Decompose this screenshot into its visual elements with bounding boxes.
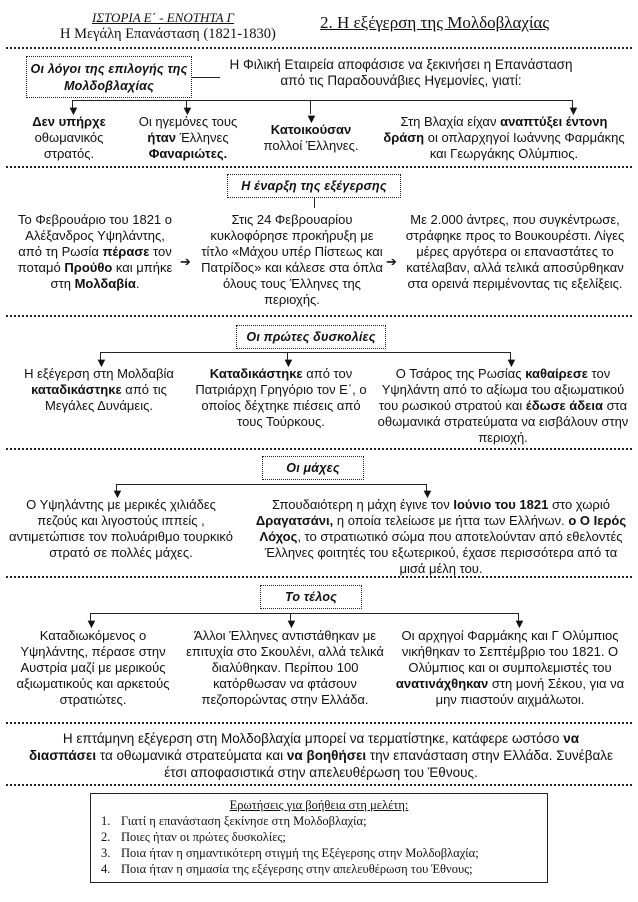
page-title: 2. Η εξέγερση της Μολδοβλαχίας bbox=[320, 13, 550, 32]
bold-text: Ιούνιο του 1821 bbox=[453, 497, 549, 512]
bold-text: έδωσε άδεια bbox=[525, 398, 603, 413]
text: Η εξέγερση στη Μολδαβία bbox=[24, 366, 174, 381]
subject-label: ΙΣΤΟΡΙΑ Ε΄ - ΕΝΟΤΗΤΑ Γ bbox=[92, 10, 234, 25]
connector-line bbox=[90, 613, 518, 614]
end-skouleni: Άλλοι Έλληνες αντιστάθηκαν με επιτυχία στο Σκουλένι, αλλά τελικά διαλύθηκαν. Περίπου 100 κατόρθωσαν να φτάσουν πεζοπορώντας στην Ελλάδα. bbox=[186, 628, 384, 707]
bold-text: να διασπάσει bbox=[28, 731, 580, 763]
arrow-down-icon: ▼ bbox=[421, 486, 434, 501]
text: πολλοί Έλληνες. bbox=[263, 138, 359, 153]
connector-line bbox=[100, 352, 510, 353]
text: τον Υψηλάντη από το αξίωμα του αξιωματικού του ρωσικού στρατού και bbox=[378, 366, 625, 413]
divider bbox=[6, 315, 632, 317]
section-box-reasons: Οι λόγοι της επιλογής της Μολδοβλαχίας bbox=[26, 56, 192, 98]
text: Ποια ήταν η σημασία της εξέγερσης στην απελευθέρωση του Έθνους; bbox=[121, 862, 473, 876]
bold-text: Κατοικούσαν bbox=[270, 122, 352, 137]
arrow-down-icon: ▼ bbox=[67, 103, 80, 118]
text: Έλληνες bbox=[179, 130, 229, 145]
text: Ποιες ήταν οι πρώτες δυσκολίες; bbox=[121, 830, 286, 844]
bold-text: Μολδαβία bbox=[74, 276, 136, 291]
text: τα οθωμανικά στρατεύματα και bbox=[99, 748, 284, 763]
bold-text: να βοηθήσει bbox=[286, 748, 367, 763]
bold-text: Δεν υπήρχε bbox=[32, 114, 106, 129]
arrow-down-icon: ▼ bbox=[505, 355, 518, 370]
reason-chieftains bbox=[380, 114, 628, 162]
question-item: 2. Ποιες ήταν οι πρώτες δυσκολίες; bbox=[101, 830, 286, 844]
text: η οποία τελείωσε με ήττα των Ελλήνων. bbox=[336, 513, 565, 528]
divider bbox=[6, 166, 632, 168]
divider bbox=[6, 576, 632, 578]
arrow-down-icon: ▼ bbox=[282, 355, 295, 370]
start-bucharest: Με 2.000 άντρες, που συγκέντρωσε, στράφηκε προς το Βουκουρέστι. Λίγες μέρες αργότερα οι επαναστάτες το κατέλαβαν, αλλά τελικά αποσύρθηκαν στα ορεινά περιμένοντας τις εξελίξεις. bbox=[405, 212, 625, 291]
text: Το Φεβρουάριο του 1821 ο Αλέξανδρος Υψηλάντης, από τη Ρωσία bbox=[17, 212, 173, 259]
text: την επανάσταση στην Ελλάδα. Συνέβαλε έτσι αποφασιστικά στην απελευθέρωση του Έθνους. bbox=[164, 748, 614, 780]
arrow-down-icon: ▼ bbox=[513, 616, 526, 631]
bold-text: καθαίρεσε bbox=[525, 366, 588, 381]
text: Σπουδαιότερη η μάχη έγινε τον bbox=[272, 497, 450, 512]
divider bbox=[6, 448, 632, 450]
arrow-right-icon: ➔ bbox=[180, 254, 191, 269]
arrow-down-icon: ▼ bbox=[567, 103, 580, 118]
text: στη μονή Σέκου, για να μην πιαστούν αιχμάλωτοι. bbox=[435, 676, 625, 707]
connector-line bbox=[192, 77, 220, 78]
arrow-right-icon: ➔ bbox=[386, 254, 397, 269]
connector-line bbox=[72, 100, 572, 101]
question-item: 3. Ποια ήταν η σημαντικότερη στιγμή της Εξέγερσης στην Μολδοβλαχία; bbox=[101, 846, 479, 860]
difficulty-great-powers bbox=[16, 366, 182, 414]
text: οι οπλαρχηγοί Ιωάννης Φαρμάκης και Γεωργάκης Ολύμπιος. bbox=[427, 130, 625, 161]
arrow-down-icon: ▼ bbox=[95, 355, 108, 370]
text: τον ποταμό bbox=[17, 244, 172, 275]
text: Ο Τσάρος της Ρωσίας bbox=[395, 366, 522, 381]
text: στο χωριό bbox=[551, 497, 610, 512]
arrow-down-icon: ▼ bbox=[181, 103, 194, 118]
section-box-battles: Οι μάχες bbox=[262, 456, 364, 480]
difficulty-tsar bbox=[374, 366, 632, 446]
text: Γιατί η επανάσταση ξεκίνησε στη Μολδοβλαχία; bbox=[121, 814, 367, 828]
bold-text: ήταν bbox=[147, 130, 176, 145]
arrow-down-icon: ▼ bbox=[85, 616, 98, 631]
questions-title: Ερωτήσεις για βοήθεια στη μελέτη: bbox=[229, 798, 409, 812]
text: από τις Μεγάλες Δυνάμεις. bbox=[45, 382, 167, 413]
text: Ποια ήταν η σημαντικότερη στιγμή της Εξέγερσης στην Μολδοβλαχία; bbox=[121, 846, 479, 860]
divider bbox=[6, 47, 632, 49]
text: Οι αρχηγοί Φαρμάκης και Γ Ολύμπιος νικήθηκαν το Σεπτέμβριο του 1821. Ο Ολύμπιος και οι συμπολεμιστές του bbox=[401, 628, 619, 675]
start-proclamation: Στις 24 Φεβρουαρίου κυκλοφόρησε προκήρυξη με τίτλο «Μάχου υπέρ Πίστεως και Πατρίδος» και κάλεσε στα όπλα όλους τους Έλληνες της περιοχής. bbox=[201, 212, 383, 307]
battles-overview: Ο Υψηλάντης με μερικές χιλιάδες πεζούς και λιγοστούς ιππείς , αντιμετώπισε τον πολυάριθμο τουρκικό στρατό σε πολλές μάχες. bbox=[9, 497, 233, 560]
battle-dragatsani bbox=[250, 497, 632, 577]
arrow-down-icon: ▼ bbox=[285, 616, 298, 631]
difficulty-patriarch bbox=[190, 366, 372, 430]
study-questions-box bbox=[90, 793, 548, 883]
bold-text: Προύθο bbox=[64, 260, 113, 275]
bold-text: Δραγατσάνι, bbox=[255, 513, 334, 528]
arrow-down-icon: ▼ bbox=[305, 111, 318, 126]
text: και μπήκε στη bbox=[50, 260, 173, 291]
bold-text: ο Ο Ιερός Λόχος bbox=[259, 513, 627, 544]
reason-greeks bbox=[252, 122, 370, 154]
section-box-end: Το τέλος bbox=[260, 585, 362, 609]
conclusion-text bbox=[28, 730, 614, 781]
section-box-start: Η έναρξη της εξέγερσης bbox=[227, 174, 401, 198]
question-item: 1. Γιατί η επανάσταση ξεκίνησε στη Μολδοβλαχία; bbox=[101, 814, 367, 828]
bold-text: πέρασε bbox=[102, 244, 150, 259]
text: . bbox=[135, 276, 140, 291]
end-sekou bbox=[388, 628, 632, 708]
bold-text: Καταδικάστηκε bbox=[209, 366, 303, 381]
connector-line bbox=[116, 484, 426, 485]
bold-text: ανατινάχθηκαν bbox=[395, 676, 489, 691]
question-item: 4. Ποια ήταν η σημασία της εξέγερσης στην απελευθέρωση του Έθνους; bbox=[101, 862, 473, 876]
section-box-difficulties: Οι πρώτες δυσκολίες bbox=[236, 325, 386, 349]
text: Στη Βλαχία είχαν bbox=[400, 114, 497, 129]
reason-no-army bbox=[14, 114, 124, 162]
bold-text: καταδικάστηκε bbox=[31, 382, 122, 397]
bold-text: Φαναριώτες. bbox=[148, 146, 228, 161]
end-austria: Καταδιωκόμενος ο Υψηλάντης, πέρασε στην Αυστρία μαζί με μερικούς αξιωματικούς και αρκετούς στρατιώτες. bbox=[16, 628, 170, 707]
text: οθωμανικός στρατός. bbox=[34, 130, 104, 161]
text: , το στρατιωτικό σώμα που αποτελούνταν από εθελοντές Έλληνες φοιτητές του εξωτερικού, έχασε περισσότερα από τα μισά μέλη του. bbox=[264, 529, 623, 576]
bold-text: αναπτύξει έντονη δράση bbox=[383, 114, 608, 145]
divider bbox=[6, 722, 632, 724]
reasons-intro: Η Φιλική Εταιρεία αποφάσισε να ξεκινήσει η Επανάσταση από τις Παραδουνάβιες Ηγεμονίες, γιατί: bbox=[229, 57, 573, 88]
reason-phanariotes bbox=[128, 114, 248, 162]
connector-line bbox=[314, 198, 315, 208]
start-crossing bbox=[12, 212, 178, 292]
divider bbox=[6, 784, 632, 786]
text: Οι ηγεμόνες τους bbox=[138, 114, 238, 129]
unit-label: Η Μεγάλη Επανάσταση (1821-1830) bbox=[60, 26, 276, 42]
arrow-down-icon: ▼ bbox=[111, 486, 124, 501]
text: Η επτάμηνη εξέγερση στη Μολδοβλαχία μπορεί να τερματίστηκε, κατάφερε ωστόσο bbox=[62, 731, 560, 746]
text: στα οθωμανικά στρατεύματα να εισβάλουν στην περιοχή. bbox=[377, 398, 629, 445]
text: από τον Πατριάρχη Γρηγόριο τον Ε΄, ο οποίος δέχτηκε πιέσεις από τους Τούρκους. bbox=[195, 366, 367, 429]
